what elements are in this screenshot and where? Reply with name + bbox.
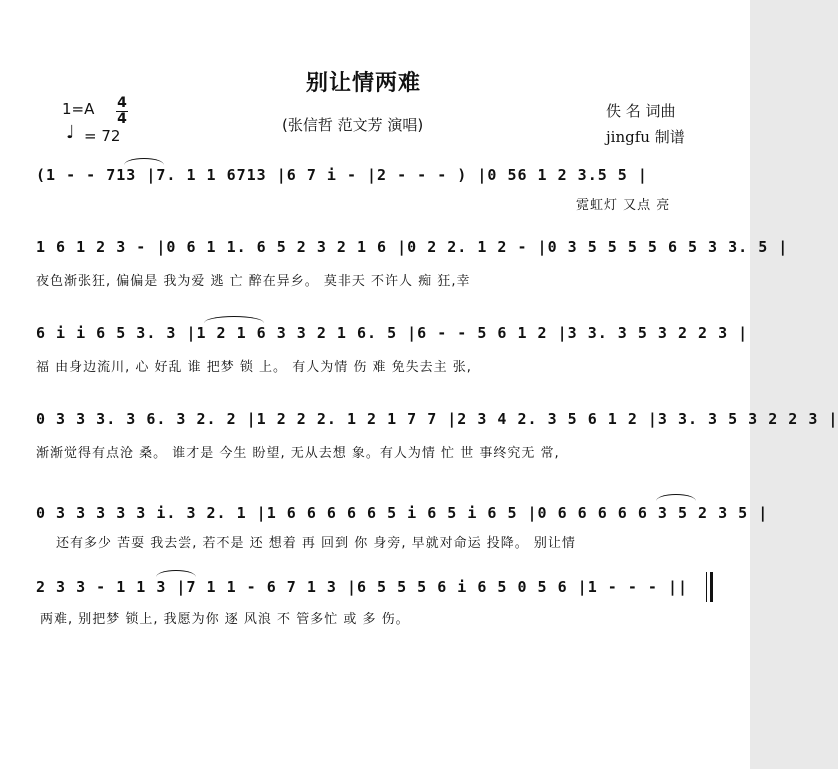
tie-mark — [124, 158, 164, 165]
notation-row-4: 0 3 3 3. 3 6. 3 2. 2 |1 2 2 2. 1 2 1 7 7 |2 3 4 2. 3 5 6 1 2 |3 3. 3 5 3 2 2 3 | — [36, 410, 838, 428]
tie-mark — [656, 494, 696, 501]
performers: (张信哲 范文芳 演唱) — [282, 116, 424, 134]
final-barline-thick — [710, 572, 713, 602]
notation-row-5: 0 3 3 3 3 3 i. 3 2. 1 |1 6 6 6 6 6 5 i 6 5 i 6 5 |0 6 6 6 6 6 3 5 2 3 5 | — [36, 504, 769, 522]
time-signature-denominator: 4 — [117, 111, 127, 127]
notation-row-3: 6 i i 6 5 3. 3 |1 2 1 6 3 3 2 1 6. 5 |6 - - 5 6 1 2 |3 3. 3 5 3 2 2 3 | — [36, 324, 749, 342]
quarter-note-icon: ♩ — [66, 122, 75, 143]
lyrics-row-5: 还有多少 苦耍 我去尝, 若不是 还 想着 再 回到 你 身旁, 早就对命运 投降。 别让情 — [56, 536, 576, 551]
time-signature — [116, 96, 128, 127]
lyrics-row-3: 福 由身边流川, 心 好乱 谁 把梦 锁 上。 有人为情 伤 难 免失去主 张, — [36, 360, 472, 375]
lyrics-row-2: 夜色渐张狂, 偏偏是 我为爱 逃 亡 醉在异乡。 莫非天 不许人 痴 狂,幸 — [36, 274, 471, 289]
lyrics-row-6: 两难, 别把梦 锁上, 我愿为你 逐 风浪 不 管多忙 或 多 伤。 — [40, 612, 410, 627]
arranger-credit: jingfu 制谱 — [606, 128, 685, 146]
key-signature: 1=A — [62, 100, 95, 118]
tempo-marking: = 72 — [84, 127, 121, 145]
time-signature-numerator: 4 — [117, 95, 127, 111]
lyrics-row-4: 渐渐觉得有点沧 桑。 谁才是 今生 盼望, 无从去想 象。有人为情 忙 世 事终究无 常, — [36, 446, 560, 461]
notation-row-1: (1 - - 713 |7. 1 1 6713 |6 7 i - |2 - - - ) |0 56 1 2 3.5 5 | — [36, 166, 648, 184]
lyrics-music-credit: 佚 名 词曲 — [606, 102, 676, 120]
notation-row-2: 1 6 1 2 3 - |0 6 1 1. 6 5 2 3 2 1 6 |0 2 2. 1 2 - |0 3 5 5 5 5 6 5 3 3. 5 | — [36, 238, 789, 256]
lyrics-row-1: 霓虹灯 又点 亮 — [576, 198, 671, 213]
notation-row-6: 2 3 3 - 1 1 3 |7 1 1 - 6 7 1 3 |6 5 5 5 6 i 6 5 0 5 6 |1 - - - || — [36, 578, 688, 596]
final-barline-thin — [706, 572, 707, 602]
song-title: 别让情两难 — [306, 71, 422, 96]
tie-mark — [204, 316, 264, 323]
tie-mark — [156, 570, 196, 577]
